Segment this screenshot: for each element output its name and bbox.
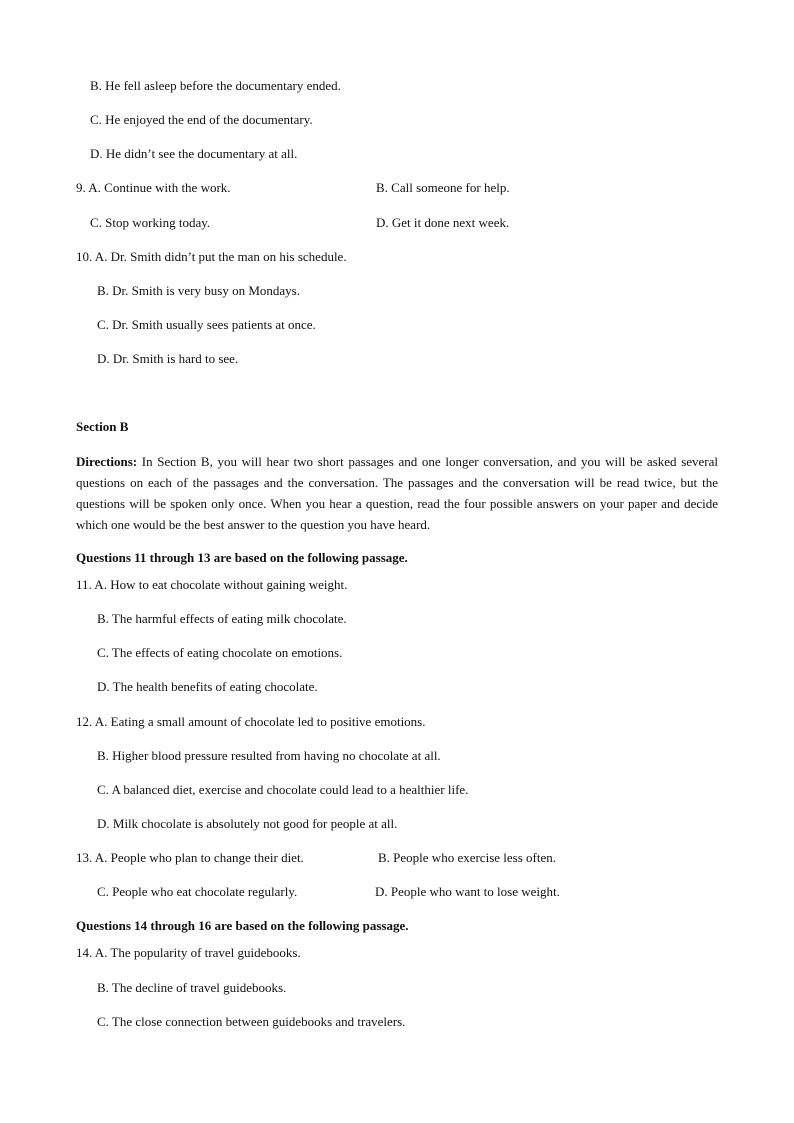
q12-option-d: D. Milk chocolate is absolutely not good for people at all. (97, 816, 398, 831)
q11-option-b: B. The harmful effects of eating milk chocolate. (97, 611, 347, 626)
directions-text: In Section B, you will hear two short passages and one longer conversation, and you will be asked several questions on each of the passages and the conversation. The passages and the conversation will be read twice, but the questions will be spoken only once. When you hear a question, read the four possible answers on your paper and decide which one would be the best answer to the question you have heard. (76, 454, 718, 532)
q9-option-b: B. Call someone for help. (376, 180, 510, 195)
q9-option-a: 9. A. Continue with the work. (76, 180, 231, 195)
q8-option-d: D. He didn’t see the documentary at all. (90, 146, 298, 161)
question-group-header: Questions 14 through 16 are based on the following passage. (76, 918, 409, 933)
q8-option-c: C. He enjoyed the end of the documentary. (90, 112, 313, 127)
q13-option-d: D. People who want to lose weight. (375, 884, 560, 899)
q12-option-c: C. A balanced diet, exercise and chocolate could lead to a healthier life. (97, 782, 469, 797)
q12-option-a: 12. A. Eating a small amount of chocolate led to positive emotions. (76, 714, 426, 729)
q9-option-d: D. Get it done next week. (376, 215, 510, 230)
q14-option-b: B. The decline of travel guidebooks. (97, 980, 287, 995)
q8-option-b: B. He fell asleep before the documentary ended. (90, 78, 341, 93)
q13-option-b: B. People who exercise less often. (378, 850, 556, 865)
q12-option-b: B. Higher blood pressure resulted from having no chocolate at all. (97, 748, 441, 763)
q11-option-d: D. The health benefits of eating chocolate. (97, 679, 318, 694)
q10-option-b: B. Dr. Smith is very busy on Mondays. (97, 283, 300, 298)
q9-option-c: C. Stop working today. (90, 215, 211, 230)
question-group-header: Questions 11 through 13 are based on the following passage. (76, 550, 408, 565)
q11-option-c: C. The effects of eating chocolate on emotions. (97, 645, 343, 660)
section-title: Section B (76, 419, 129, 434)
q10-option-a: 10. A. Dr. Smith didn’t put the man on his schedule. (76, 249, 347, 264)
q11-option-a: 11. A. How to eat chocolate without gaining weight. (76, 577, 348, 592)
q10-option-c: C. Dr. Smith usually sees patients at once. (97, 317, 316, 332)
section-directions (76, 451, 718, 535)
q13-option-a: 13. A. People who plan to change their diet. (76, 850, 304, 865)
q14-option-c: C. The close connection between guidebooks and travelers. (97, 1014, 406, 1029)
directions-label: Directions: (76, 454, 138, 469)
q14-option-a: 14. A. The popularity of travel guidebooks. (76, 945, 301, 960)
q10-option-d: D. Dr. Smith is hard to see. (97, 351, 239, 366)
q13-option-c: C. People who eat chocolate regularly. (97, 884, 298, 899)
